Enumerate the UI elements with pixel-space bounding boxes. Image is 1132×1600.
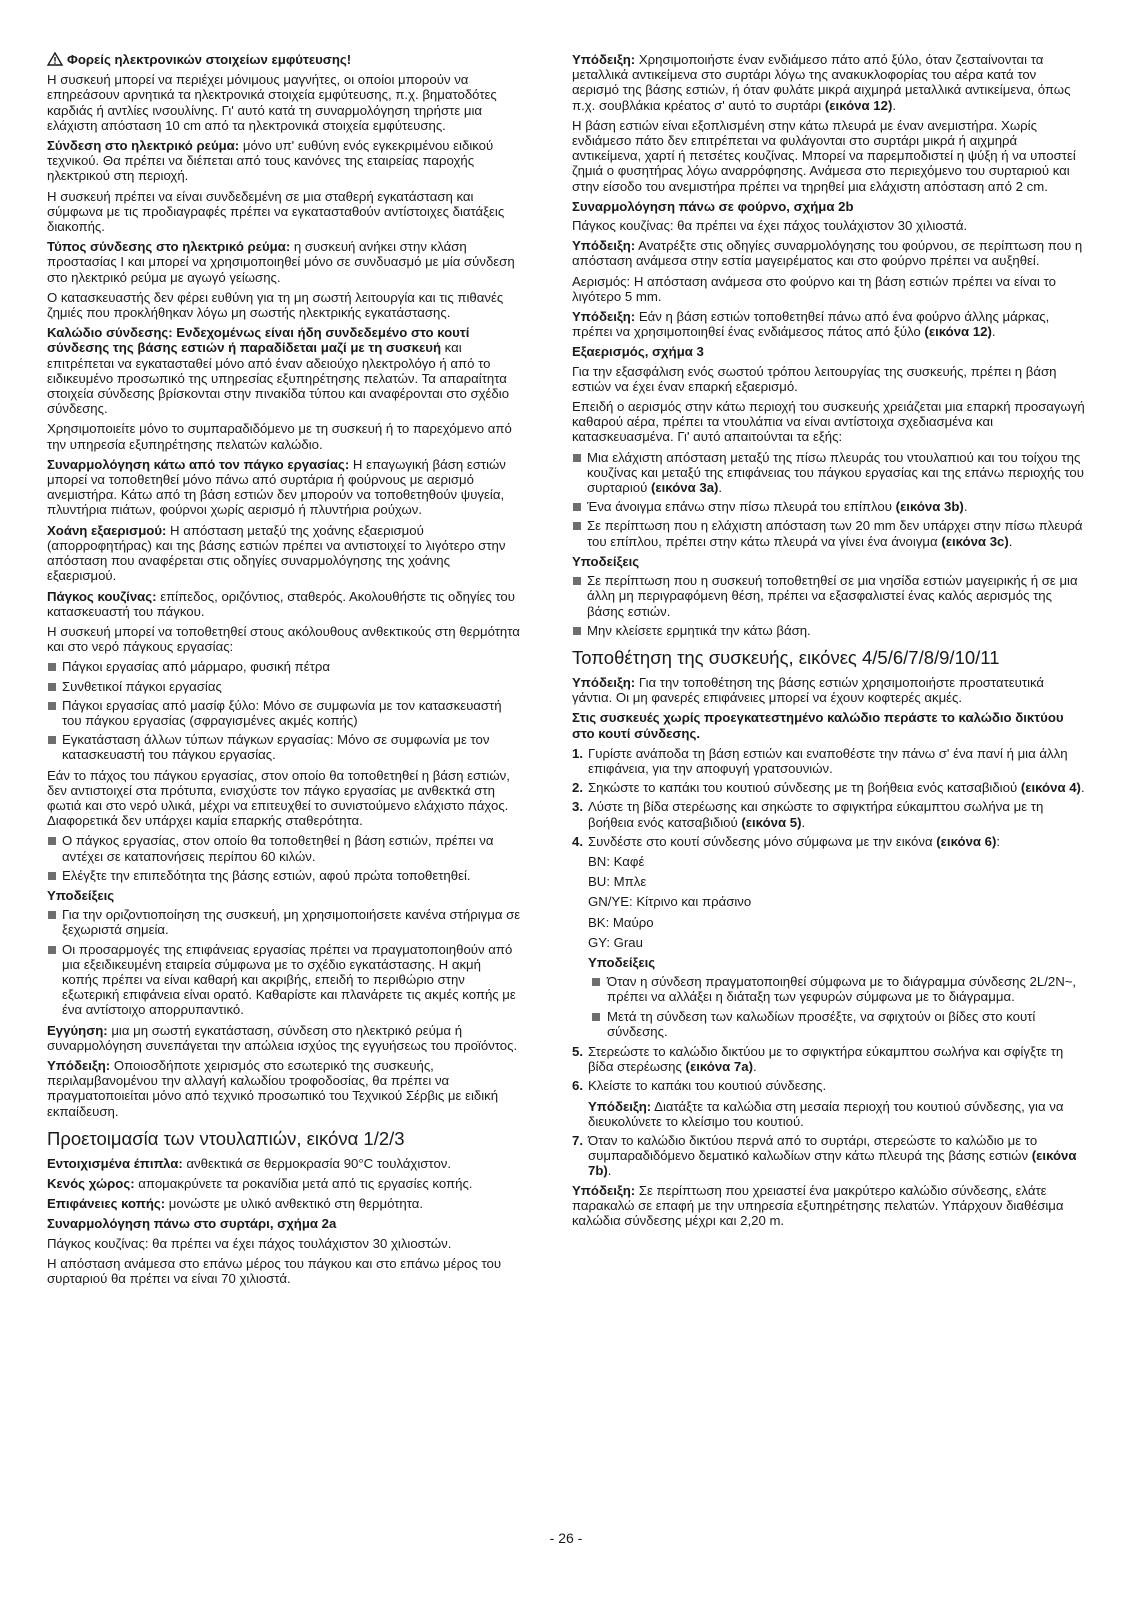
notes-heading: Υποδείξεις	[47, 887, 115, 903]
drawer-note-paragraph: Υπόδειξη: Χρησιμοποιήστε έναν ενδιάμεσο πάτο από ξύλο, όταν ζεσταίνονται τα μεταλλικά αντικείμενα στο συρτάρι λόγω της ανακυκλοφορίας του αέρα κατά τον αερισμό της βάσης εστιών, ή όταν φυλάτε μικρά αιχμηρά μεταλλικά αντικείμενα, όπως π.χ. σουβλάκια κρέατος σ' αυτό το συρτάρι (εικόνα 12).	[572, 52, 1071, 113]
list-item: Ελέγξτε την επιπεδότητα της βάσης εστιών, αφού πρώτα τοποθετηθεί.	[47, 868, 521, 883]
oven-thickness-text: Πάγκος κουζίνας: θα πρέπει να έχει πάχος τουλάχιστον 30 χιλιοστά.	[572, 218, 968, 234]
worktop-types-list	[47, 659, 521, 762]
wiring-notes	[588, 955, 1086, 1039]
list-item: Οι προσαρμογές της επιφάνειας εργασίας πρέπει να πραγματοποιηθούν από μια εξειδικευμένη εταιρεία σύμφωνα με το σχέδιο εγκατάστασης. Η ακμή κοπής πρέπει να είναι καθαρή και ακριβής, επειδή το περιθώριο στην εξωτερική επιφάνεια είναι ορατό. Καθαρίστε και πλανάρετε τις ακμές κοπής με ένα αντίστοιχο απορρυπαντικό.	[47, 942, 521, 1018]
step-item: 2. Σηκώστε το καπάκι του κουτιού σύνδεσης με τη βοήθεια ενός κατσαβιδιού (εικόνα 4).	[572, 780, 1085, 796]
ventilation-text-1: Για την εξασφάλιση ενός σωστού τρόπου λειτουργίας της συσκευής, πρέπει η βάση εστιών να έχει έναν επαρκή εξαερισμό.	[572, 363, 1057, 394]
list-item: Ο πάγκος εργασίας, στον οποίο θα τοποθετηθεί η βάση εστιών, πρέπει να αντέχει σε καταπονήσεις περίπου 60 κιλών.	[47, 833, 521, 863]
wire-color-item: BU: Μπλε	[588, 874, 647, 890]
list-item: Μια ελάχιστη απόσταση μεταξύ της πίσω πλευράς του ντουλαπιού και του τοίχου της κουζίνας και μεταξύ της επιφάνειας του πάγκου εργασίας και της επάνω περιοχής του συρταριού (εικόνα 3a).	[572, 450, 1086, 496]
ventilation-notes-list	[572, 573, 1086, 638]
step-6-note: Υπόδειξη: Διατάξτε τα καλώδια στη μεσαία περιοχή του κουτιού σύνδεσης, για να διευκολύνετε το κλείσιμο του κουτιού.	[588, 1098, 1064, 1129]
warning-text: Η συσκευή μπορεί να περιέχει μόνιμους μαγνήτες, οι οποίοι μπορούν να επηρεάσουν αρνητικά τα ηλεκτρονικά στοιχεία εμφύτευσης, π.χ. βηματοδότες καρδιάς ή αντλίες ινσουλίνης. Γι' αυτό κατά τη συναρμολόγηση τηρήστε μια ελάχιστη απόσταση 10 cm από τα ηλεκτρονικά στοιχεία εμφύτευσης.	[47, 72, 497, 133]
ventilation-text-2: Επειδή ο αερισμός στην κάτω περιοχή του συσκευής χρειάζεται μια επαρκή προσαγωγή καθαρού αέρα, πρέπει τα ντουλάπια να είναι αντίστοιχα σχεδιασμένα και κατασκευασμένα. Γι' αυτό απαιτούνται τα εξής:	[572, 399, 1085, 445]
wire-color-item: GY: Grau	[588, 934, 643, 950]
ventilation-list	[572, 450, 1086, 549]
list-item: Ένα άνοιγμα επάνω στην πίσω πλευρά του επίπλου (εικόνα 3b).	[572, 499, 1086, 514]
list-item: Μετά τη σύνδεση των καλωδίων προσέξτε, να σφιχτούν οι βίδες στο κουτί σύνδεσης.	[588, 1009, 1086, 1039]
drawer-heading: Συναρμολόγηση πάνω στο συρτάρι, σχήμα 2a	[47, 1216, 337, 1232]
warning-heading	[47, 52, 521, 67]
notes-list	[47, 907, 521, 1017]
installation-steps	[572, 746, 1086, 1179]
section-heading-installation: Τοποθέτηση της συσκευής, εικόνες 4/5/6/7/8/9/10/11	[572, 646, 1000, 668]
other-brand-note-paragraph: Υπόδειξη: Εάν η βάση εστιών τοποθετηθεί πάνω από ένα φούρνο άλλης μάρκας, πρέπει να χρησιμοποιηθεί ένας ενδιάμεσος πάτος από ξύλο (εικόνα 12).	[572, 309, 1050, 340]
wire-color-item: BN: Καφέ	[588, 853, 645, 869]
step-item: 4. Συνδέστε στο κουτί σύνδεσης μόνο σύμφωνα με την εικόνα (εικόνα 6): BN: Καφέ BU: Μπλε GN/YE: Κίτρινο και πράσινο BK: Μαύρο GY: Grau Υποδείξεις Όταν η σύνδεση πραγματοποιηθεί σύμφωνα με το διάγραμμα σύνδεσης 2L/2N~, πρέπει να αλλάξει η διάταξη των γεφυρών σύμφωνα με το διάγραμμα. Μετά τη σύνδεση των καλωδίων προσέξτε, να σφιχτούν οι βίδες στο κουτί σύνδεσης.	[572, 834, 1086, 1039]
right-column	[572, 52, 1086, 1233]
use-cable-text: Χρησιμοποιείτε μόνο το συμπαραδιδόμενο με τη συσκευή ή το παρεχόμενο από την υπηρεσία εξυπηρέτησης πελατών καλώδιο.	[47, 421, 512, 452]
oven-note-paragraph: Υπόδειξη: Ανατρέξτε στις οδηγίες συναρμολόγησης του φούρνου, σε περίπτωση που η απόσταση ανάμεσα στην εστία μαγειρέματος και στο φούρνο πρέπει να αυξηθεί.	[572, 238, 1083, 269]
step-item: 6. Κλείστε το καπάκι του κουτιού σύνδεσης. Υπόδειξη: Διατάξτε τα καλώδια στη μεσαία περιοχή του κουτιού σύνδεσης, για να διευκολύνετε το κλείσιμο του κουτιού.	[572, 1078, 1086, 1129]
wire-color-list	[588, 854, 1086, 950]
warranty-paragraph: Εγγύηση: μια μη σωστή εγκατάσταση, σύνδεση στο ηλεκτρικό ρεύμα ή συναρμολόγηση συνεπάγεται την απώλεια ισχύος της εγγυήσεως του προϊόντος.	[47, 1022, 518, 1053]
step-item: 1. Γυρίστε ανάποδα τη βάση εστιών και εναποθέστε την πάνω σ' ένα πανί ή μια άλλη επιφάνεια, για την αποφυγή γρατσουνιών.	[572, 745, 1068, 776]
fixed-install-text: Η συσκευή πρέπει να είναι συνδεδεμένη σε μια σταθερή εγκατάσταση και σύμφωνα με τις προδιαγραφές πρέπει να εγκατασταθούν αντίστοιχες διατάξεις διακοπής.	[47, 188, 505, 235]
thickness-text: Εάν το πάχος του πάγκου εργασίας, στον οποίο θα τοποθετηθεί η βάση εστιών, δεν αντιστοιχεί στα πρότυπα, ενισχύστε τον πάγκο εργασίας με ανθεκτκά στη φωτιά και στο νερό υλικά, μέχρι να επιτευχθεί το συνιστούμενο ελάχιστο πάχος. Διαφορετικά δεν υπάρχει καμία επαρκής σταθερότητα.	[47, 767, 510, 829]
step-item: 7. Όταν το καλώδιο δικτύου περνά από το συρτάρι, στερεώστε το καλώδιο με το συμπαραδιδόμενο δεματικό καλωδίων στην κάτω πλευρά της βάσης εστιών (εικόνα 7b).	[572, 1132, 1077, 1179]
wire-color-item: GN/YE: Κίτρινο και πράσινο	[588, 894, 752, 910]
warning-heading-text: Φορείς ηλεκτρονικών στοιχείων εμφύτευσης!	[67, 52, 352, 67]
ventilation-heading: Εξαερισμός, σχήμα 3	[572, 344, 704, 360]
airing-text: Αερισμός: Η απόσταση ανάμεσα στο φούρνο και τη βάση εστιών πρέπει να είναι το λιγότερο 5 mm.	[572, 273, 1056, 304]
space-paragraph: Κενός χώρος: απομακρύνετε τα ροκανίδια μετά από τις εργασίες κοπής.	[47, 1176, 473, 1191]
list-item: Σε περίπτωση που η ελάχιστη απόσταση των 20 mm δεν υπάρχει στην πίσω πλευρά του επίπλου, πρέπει στην κάτω πλευρά να γίνει ένα άνοιγμα (εικόνα 3c).	[572, 518, 1086, 548]
list-item: Πάγκοι εργασίας από μασίφ ξύλο: Μόνο σε συμφωνία με τον κατασκευαστή του πάγκου εργασίας (σφραγισμένες ακμές κοπής)	[47, 698, 521, 728]
page-number: - 26 -	[549, 1530, 583, 1546]
manufacturer-liability-text: Ο κατασκευαστής δεν φέρει ευθύνη για τη μη σωστή λειτουργία και τις πιθανές ζημιές που προκλήθηκαν λόγω μη σωστής ηλεκτρικής εγκατάστασης.	[47, 289, 504, 321]
notes-heading: Υποδείξεις	[588, 954, 656, 970]
load-list	[47, 833, 521, 883]
list-item: Για την οριζοντιοποίηση της συσκευή, μη χρησιμοποιήσετε κανένα στήριγμα σε ξεχωριστά σημεία.	[47, 907, 521, 937]
service-note-paragraph: Υπόδειξη: Οποιοσδήποτε χειρισμός στο εσωτερικό της συσκευής, περιλαμβανομένου την αλλαγή καλωδίου τροφοδοσίας, θα πρέπει να πραγματοποιείται μόνο από τεχνικό προσωπικό του Τεχνικού Σέρβις με ειδική εκπαίδευση.	[47, 1057, 499, 1119]
wiring-notes-list	[588, 974, 1086, 1039]
furniture-paragraph: Εντοιχισμένα έπιπλα: ανθεκτικά σε θερμοκρασία 90°C τουλάχιστον.	[47, 1155, 452, 1171]
notes-heading: Υποδείξεις	[572, 553, 640, 569]
resistant-intro-text: Η συσκευή μπορεί να τοποθετηθεί στους ακόλουθους ανθεκτικούς στη θερμότητα και στο νερό πάγκους εργασίας:	[47, 623, 520, 655]
list-item: Σε περίπτωση που η συσκευή τοποθετηθεί σε μια νησίδα εστιών μαγειρικής ή σε μια άλλη μη περιγραφόμενη θέση, πρέπει να εξασφαλιστεί ένας καλός αερισμός της βάσης εστιών.	[572, 573, 1086, 619]
oven-heading: Συναρμολόγηση πάνω σε φούρνο, σχήμα 2b	[572, 198, 854, 214]
drawer-distance-text: Η απόσταση ανάμεσα στο επάνω μέρος του πάγκου και στο επάνω μέρος του συρταριού θα πρέπει να είναι 70 χιλιοστά.	[47, 1255, 502, 1287]
list-item: Συνθετικοί πάγκοι εργασίας	[47, 679, 521, 694]
cut-surfaces-paragraph: Επιφάνειες κοπής: μονώστε με υλικό ανθεκτικό στη θερμότητα.	[47, 1196, 424, 1212]
list-item: Όταν η σύνδεση πραγματοποιηθεί σύμφωνα με το διάγραμμα σύνδεσης 2L/2N~, πρέπει να αλλάξει η διάταξη των γεφυρών σύμφωνα με το διάγραμμα.	[588, 974, 1086, 1004]
hood-paragraph: Χοάνη εξαερισμού: Η απόσταση μεταξύ της χοάνης εξαερισμού (απορροφητήρας) και της βάσης εστιών πρέπει να αντιστοιχεί το λιγότερο στην απόσταση που αναφέρεται στις οδηγίες συναρμολόγησης της χοάνης εξαερισμού.	[47, 522, 506, 584]
gloves-note-paragraph: Υπόδειξη: Για την τοποθέτηση της βάσης εστιών χρησιμοποιήστε προστατευτικά γάντια. Οι μη φανερές επιφάνειες μπορεί να έχουν κοφτερές ακμές.	[572, 674, 1045, 706]
list-item: Πάγκοι εργασίας από μάρμαρο, φυσική πέτρα	[47, 659, 521, 674]
list-item: Μην κλείσετε ερμητικά την κάτω βάση.	[572, 623, 1086, 638]
fan-text: Η βάση εστιών είναι εξοπλισμένη στην κάτω πλευρά με έναν ανεμιστήρα. Χωρίς ενδιάμεσο πάτο δεν επιτρέπεται να φυλάγονται στο συρτάρι μικρά ή αιχμηρά αντικείμενα, χαρτί ή πετσέτες κουζίνας. Μπορεί να παρεμποδιστεί η ψύξη ή να υποστεί ζημιά ο φυσητήρας λόγω αναρρόφησης. Ανάμεσα στο περιεχόμενο του συρταριού και στην είσοδο του ανεμιστήρα πρέπει να τηρηθεί μια ελάχιστη απόσταση από 2 cm.	[572, 117, 1076, 194]
drawer-thickness-text: Πάγκος κουζίνας: θα πρέπει να έχει πάχος τουλάχιστον 30 χιλιοστών.	[47, 1235, 452, 1251]
step-item: 5. Στερεώστε το καλώδιο δικτύου με το σφιγκτήρα εύκαμπτου σωλήνα και σφίγξτε τη βίδα στερέωσης (εικόνα 7a).	[572, 1043, 1064, 1075]
connection-paragraph: Σύνδεση στο ηλεκτρικό ρεύμα: μόνο υπ' ευθύνη ενός εγκεκριμένου ειδικού τεχνικού. Θα πρέπει να διέπεται από τους κανόνες της εταιρείας παροχής ηλεκτρικού στη περιοχή.	[47, 138, 494, 184]
cable-routing-heading: Στις συσκευές χωρίς προεγκατεστημένο καλώδιο περάστε το καλώδιο δικτύου στο κουτί σύνδεσης.	[572, 710, 1064, 741]
wire-color-item: BK: Μαύρο	[588, 914, 654, 930]
left-column	[47, 52, 521, 1291]
list-item: Εγκατάσταση άλλων τύπων πάγκων εργασίας: Μόνο σε συμφωνία με τον κατασκευαστή του πάγκου εργασίας.	[47, 732, 521, 762]
worktop-paragraph: Πάγκος κουζίνας: επίπεδος, οριζόντιος, σταθερός. Ακολουθήστε τις οδηγίες του κατασκευαστή του πάγκου.	[47, 588, 515, 619]
connection-type-paragraph: Τύπος σύνδεσης στο ηλεκτρικό ρεύμα: η συσκευή ανήκει στην κλάση προστασίας I και μπορεί να χρησιμοποιηθεί μόνο σε συνδυασμό με μία σύνδεση στο ηλεκτρικό ρεύμα με αγωγό γείωσης.	[47, 239, 515, 285]
longer-cable-note-paragraph: Υπόδειξη: Σε περίπτωση που χρειαστεί ένα μακρύτερο καλώδιο σύνδεσης, ελάτε παρακαλώ σε επαφή με την υπηρεσία εξυπηρέτησης πελατών. Υπάρχουν διαθέσιμα καλώδια σύνδεσης μέχρι και 2,20 m.	[572, 1182, 1064, 1228]
warning-icon	[47, 52, 63, 66]
cable-paragraph: Καλώδιο σύνδεσης: Ενδεχομένως είναι ήδη συνδεδεμένο στο κουτί σύνδεσης της βάσης εστιών ή παραδίδεται μαζί με τη συσκευή και επιτρέπεται να εγκατασταθεί μόνο από έναν αδειούχο ηλεκτρολόγο ή από το ειδικευμένο προσωπικό της υπηρεσίας εξυπηρέτησης πελατών. Τα απαραίτητα στοιχεία σύνδεσης βρίσκονται στην πινακίδα τύπου και αναφέρονται στο σχέδιο σύνδεσης.	[47, 325, 510, 417]
step-item: 3. Λύστε τη βίδα στερέωσης και σηκώστε το σφιγκτήρα εύκαμπτου σωλήνα με τη βοήθεια ενός κατσαβιδιού (εικόνα 5).	[572, 799, 1044, 830]
under-worktop-paragraph: Συναρμολόγηση κάτω από τον πάγκο εργασίας: Η επαγωγική βάση εστιών μπορεί να τοποθετηθεί μόνο πάνω από συρτάρια ή φούρνους με αερισμό ανεμιστήρα. Κάτω από τη βάση εστιών δεν μπορούν να τοποθετηθούν ψυγεία, πλυντήρια πιάτων, φούρνοι χωρίς αερισμό ή πλυντήρια ρούχων.	[47, 456, 506, 518]
section-heading-cabinets: Προετοιμασία των ντουλαπιών, εικόνα 1/2/3	[47, 1127, 405, 1149]
